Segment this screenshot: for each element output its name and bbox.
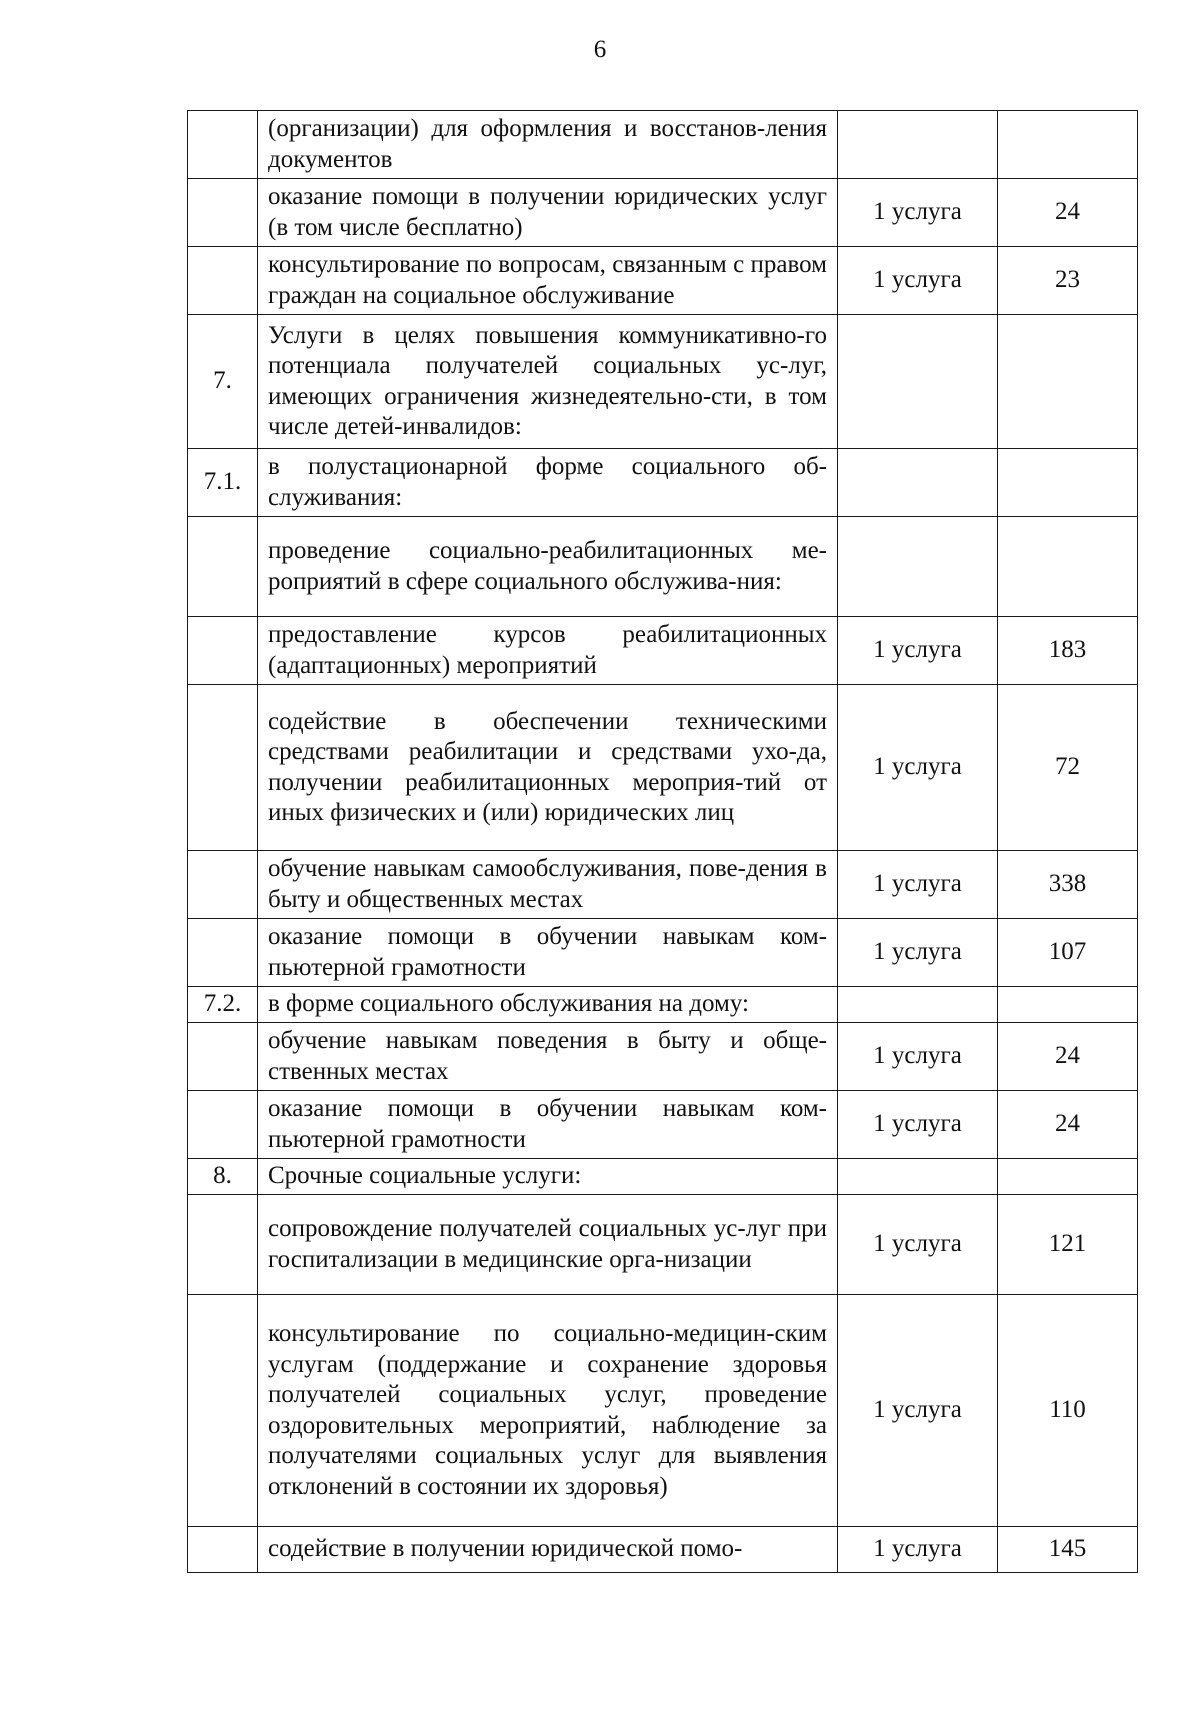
row-number-cell: 8. [188,1159,258,1195]
service-name-cell: Услуги в целях повышения коммуникативно-го потенциала получателей социальных ус-луг, имеющих ограничения жизнедеятельно-сти, в том числе детей-инвалидов: [258,315,838,449]
row-number-cell [188,247,258,315]
value-cell: 338 [998,851,1138,919]
unit-cell: 1 услуга [838,179,998,247]
value-cell [998,1159,1138,1195]
value-cell [998,449,1138,517]
unit-cell: 1 услуга [838,1295,998,1527]
table-row [188,851,1138,919]
services-table-body [188,111,1138,1573]
value-cell [998,315,1138,449]
row-number-cell [188,1527,258,1573]
table-row [188,1295,1138,1527]
unit-cell [838,987,998,1023]
value-cell: 110 [998,1295,1138,1527]
unit-cell: 1 услуга [838,1091,998,1159]
table-row [188,179,1138,247]
table-row [188,987,1138,1023]
table-row [188,1159,1138,1195]
table-row [188,1091,1138,1159]
value-cell: 121 [998,1195,1138,1295]
row-number-cell [188,851,258,919]
table-row [188,1527,1138,1573]
value-cell [998,111,1138,179]
table-row [188,449,1138,517]
service-name-cell: содействие в обеспечении техническими средствами реабилитации и средствами ухо-да, получении реабилитационных мероприя-тий от иных физических и (или) юридических лиц [258,685,838,851]
table-row [188,315,1138,449]
unit-cell [838,517,998,617]
table-row [188,111,1138,179]
row-number-cell [188,517,258,617]
value-cell: 23 [998,247,1138,315]
unit-cell: 1 услуга [838,919,998,987]
service-name-cell: в форме социального обслуживания на дому: [258,987,838,1023]
value-cell: 24 [998,1023,1138,1091]
unit-cell: 1 услуга [838,685,998,851]
value-cell: 107 [998,919,1138,987]
service-name-cell: обучение навыкам самообслуживания, пове-дения в быту и общественных местах [258,851,838,919]
value-cell [998,987,1138,1023]
services-table [187,110,1138,1573]
unit-cell: 1 услуга [838,617,998,685]
unit-cell [838,449,998,517]
unit-cell [838,315,998,449]
row-number-cell [188,1295,258,1527]
value-cell: 183 [998,617,1138,685]
value-cell: 24 [998,1091,1138,1159]
service-name-cell: оказание помощи в обучении навыкам ком-пьютерной грамотности [258,919,838,987]
table-row [188,685,1138,851]
row-number-cell [188,1195,258,1295]
service-name-cell: оказание помощи в получении юридических услуг (в том числе бесплатно) [258,179,838,247]
unit-cell [838,111,998,179]
service-name-cell: содействие в получении юридической помо- [258,1527,838,1573]
table-row [188,1023,1138,1091]
table-row [188,247,1138,315]
service-name-cell: консультирование по вопросам, связанным с правом граждан на социальное обслуживание [258,247,838,315]
value-cell: 145 [998,1527,1138,1573]
row-number-cell [188,617,258,685]
value-cell: 72 [998,685,1138,851]
service-name-cell: проведение социально-реабилитационных ме-роприятий в сфере социального обслужива-ния: [258,517,838,617]
table-row [188,617,1138,685]
value-cell: 24 [998,179,1138,247]
page-number: 6 [593,36,607,63]
service-name-cell: (организации) для оформления и восстанов-ления документов [258,111,838,179]
unit-cell: 1 услуга [838,1195,998,1295]
unit-cell [838,1159,998,1195]
row-number-cell [188,919,258,987]
service-name-cell: Срочные социальные услуги: [258,1159,838,1195]
unit-cell: 1 услуга [838,247,998,315]
service-name-cell: сопровождение получателей социальных ус-луг при госпитализации в медицинские орга-низации [258,1195,838,1295]
row-number-cell: 7.1. [188,449,258,517]
table-row [188,517,1138,617]
row-number-cell: 7. [188,315,258,449]
row-number-cell [188,179,258,247]
table-row [188,1195,1138,1295]
service-name-cell: в полустационарной форме социального об-служивания: [258,449,838,517]
service-name-cell: оказание помощи в обучении навыкам ком-пьютерной грамотности [258,1091,838,1159]
service-name-cell: обучение навыкам поведения в быту и обще-ственных местах [258,1023,838,1091]
unit-cell: 1 услуга [838,1527,998,1573]
row-number-cell [188,685,258,851]
row-number-cell [188,1091,258,1159]
row-number-cell [188,111,258,179]
unit-cell: 1 услуга [838,1023,998,1091]
table-row [188,919,1138,987]
service-name-cell: предоставление курсов реабилитационных (адаптационных) мероприятий [258,617,838,685]
unit-cell: 1 услуга [838,851,998,919]
row-number-cell [188,1023,258,1091]
value-cell [998,517,1138,617]
service-name-cell: консультирование по социально-медицин-ским услугам (поддержание и сохранение здоровья получателей социальных услуг, проведение оздоровительных мероприятий, наблюдение за получателями социальных услуг для выявления отклонений в состоянии их здоровья) [258,1295,838,1527]
row-number-cell: 7.2. [188,987,258,1023]
